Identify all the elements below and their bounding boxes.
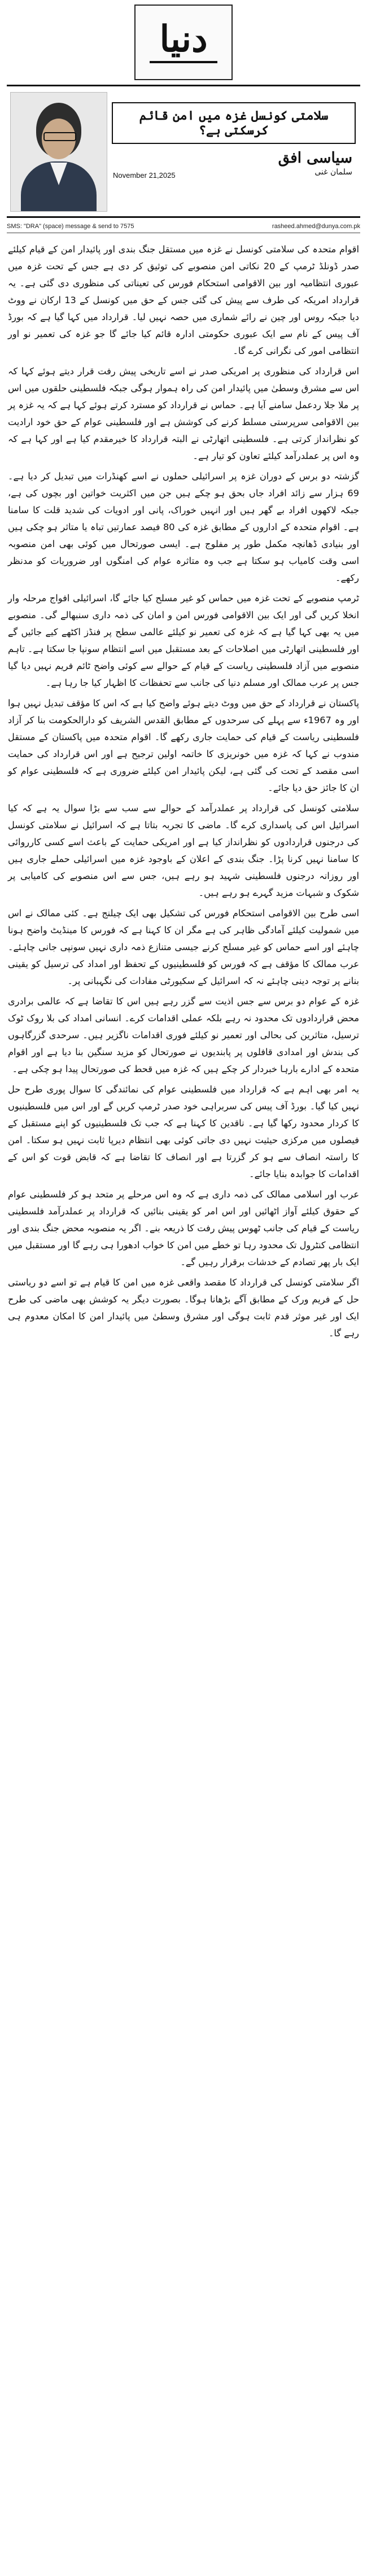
author-email: rasheed.ahmed@dunya.com.pk xyxy=(272,223,360,230)
article-body xyxy=(8,241,359,1342)
article-paragraph: اس قرارداد کی منظوری پر امریکی صدر نے اسے تاریخی پیش رفت قرار دیتے ہوئے کہا کہ اس سے مشرق وسطیٰ میں پائیدار امن کی راہ ہموار ہوگی جبکہ فلسطینی حلقوں میں اس پر ملا جلا ردعمل سامنے آیا ہے۔ حماس نے قرارداد کو مسترد کرتے ہوئے کہا ہے کہ یہ غزہ پر بین الاقوامی سرپرستی مسلط کرنے کی کوشش ہے اور فلسطینی عوام کے حق خود ارادیت کو نظرانداز کرتی ہے۔ فلسطینی اتھارٹی نے البتہ قرارداد کا خیرمقدم کیا ہے اور کہا ہے کہ وہ اس پر عملدرآمد کیلئے تعاون کو تیار ہے۔ xyxy=(8,366,359,461)
publish-date: November 21,2025 xyxy=(113,171,176,180)
article-paragraph: غزہ کے عوام دو برس سے جس اذیت سے گزر رہے ہیں اس کا تقاضا ہے کہ عالمی برادری محض قراردادوں تک محدود نہ رہے بلکہ عملی اقدامات کرے۔ انسانی امداد کی بلا روک ٹوک ترسیل، متاثرین کی بحالی اور تعمیر نو کیلئے فوری اقدامات ناگزیر ہیں۔ سرحدی گزرگاہوں کی بندش اور امدادی قافلوں پر پابندیوں نے صورتحال کو مزید سنگین بنا دیا ہے اور اقوام متحدہ کے ادارے بارہا خبردار کر چکے ہیں کہ غزہ میں قحط کی صورتحال پیدا ہو چکی ہے۔ xyxy=(8,996,359,1074)
masthead xyxy=(0,0,367,85)
article-paragraph: عرب اور اسلامی ممالک کی ذمہ داری ہے کہ وہ اس مرحلے پر متحد ہو کر فلسطینی عوام کے حقوق کیلئے آواز اٹھائیں اور اس امر کو یقینی بنائیں کہ قرارداد پر عملدرآمد فلسطینی ریاست کے قیام کی جانب ٹھوس پیش رفت کا ذریعہ بنے۔ اگر یہ منصوبہ محض جنگ بندی اور انتظامی کنٹرول تک محدود رہا تو خطے میں امن کا خواب ادھورا ہی رہے گا اور مستقبل میں ایک بار پھر تصادم کے خدشات برقرار رہیں گے۔ xyxy=(7,1189,359,1267)
column-name-label: سیاسی افق xyxy=(278,150,352,167)
sms-instructions: SMS: "DRA" (space) message & send to 7575 xyxy=(7,223,134,230)
portrait-glasses xyxy=(43,132,76,141)
logo-underline xyxy=(150,61,217,63)
column-header xyxy=(7,85,360,218)
article-paragraph: اگر سلامتی کونسل کی قرارداد کا مقصد واقعی غزہ میں امن کا قیام ہے تو اسے دو ریاستی حل کے فریم ورک کے مطابق آگے بڑھانا ہوگا۔ بصورت دیگر یہ کوشش بھی ماضی کی طرح ایک اور غیر موثر قدم ثابت ہوگی اور مشرق وسطیٰ میں پائیدار امن کا امکان معدوم ہی رہے گا۔ xyxy=(8,1277,359,1339)
article-paragraph: پاکستان نے قرارداد کے حق میں ووٹ دیتے ہوئے واضح کیا ہے کہ اس کا مؤقف تبدیل نہیں ہوا اور وہ 1967ء سے پہلے کی سرحدوں کے مطابق القدس الشریف کو دارالحکومت بنا کر آزاد فلسطینی ریاست کے قیام کی حمایت جاری رکھے گا۔ اقوام متحدہ میں پاکستان کے مستقل مندوب نے کہا کہ غزہ میں خونریزی کا خاتمہ اولین ترجیح ہے اور اس قرارداد کی حمایت اسی مقصد کے تحت کی گئی ہے، لیکن پائیدار امن کیلئے ضروری ہے کہ فلسطینی عوام کو ان کا جائز حق دیا جائے۔ xyxy=(8,698,359,793)
article-paragraph: اقوام متحدہ کی سلامتی کونسل نے غزہ میں مستقل جنگ بندی اور پائیدار امن کے قیام کیلئے صدر ڈونلڈ ٹرمپ کے 20 نکاتی امن منصوبے کی توثیق کر دی ہے جس کے تحت غزہ میں عبوری انتظامیہ اور بین الاقوامی استحکام فورس کی تعیناتی کی منظوری دی گئی ہے۔ یہ قرارداد امریکہ کی طرف سے پیش کی گئی جس کے حق میں کونسل کے 13 ارکان نے ووٹ دیا جبکہ روس اور چین نے رائے شماری میں حصہ نہیں لیا۔ قرارداد میں کہا گیا ہے کہ بورڈ آف پیس کے نام سے ایک عبوری حکومتی ادارہ قائم کیا جائے گا جو غزہ کی تعمیر نو اور انتظامی امور کی نگرانی کرے گا۔ xyxy=(8,244,359,356)
article-paragraph: گزشتہ دو برس کے دوران غزہ پر اسرائیلی حملوں نے اسے کھنڈرات میں تبدیل کر دیا ہے۔ 69 ہزار سے زائد افراد جاں بحق ہو چکے ہیں جن میں اکثریت خواتین اور بچوں کی ہے، جبکہ لاکھوں افراد بے گھر ہیں اور انہیں خوراک، پانی اور ادویات کی شدید قلت کا سامنا ہے۔ اقوام متحدہ کے اداروں کے مطابق غزہ کی 80 فیصد عمارتیں تباہ یا متاثر ہو چکی ہیں اور بنیادی ڈھانچہ مکمل طور پر مفلوج ہے۔ ایسی صورتحال میں کوئی بھی امن منصوبہ اسی وقت کامیاب ہو سکتا ہے جب وہ متاثرہ عوام کی امنگوں اور ضروریات کو مدنظر رکھے۔ xyxy=(8,471,359,583)
author-portrait xyxy=(10,92,107,212)
contact-bar xyxy=(7,220,360,233)
article-paragraph: ٹرمپ منصوبے کے تحت غزہ میں حماس کو غیر مسلح کیا جائے گا، اسرائیلی افواج مرحلہ وار انخلا کریں گی اور ایک بین الاقوامی فورس امن و امان کی ذمہ داری سنبھالے گی۔ منصوبے میں یہ بھی کہا گیا ہے کہ غزہ کی تعمیر نو کیلئے عالمی سطح پر فنڈز اکٹھے کیے جائیں گے اور فلسطینی اتھارٹی میں اصلاحات کے بعد مستقبل میں اسے انتظام سونپا جا سکتا ہے۔ تاہم منصوبے میں آزاد فلسطینی ریاست کے قیام کے حوالے سے کوئی واضح ٹائم فریم نہیں دیا گیا جس پر عرب ممالک اور مسلم دنیا کی جانب سے تحفظات کا اظہار کیا جا رہا ہے۔ xyxy=(8,593,359,688)
article-paragraph: سلامتی کونسل کی قرارداد پر عملدرآمد کے حوالے سے سب سے بڑا سوال یہ ہے کہ کیا اسرائیل اس کی پاسداری کرے گا۔ ماضی کا تجربہ بتاتا ہے کہ اسرائیل نے سلامتی کونسل کی درجنوں قراردادوں کو نظرانداز کیا ہے اور امریکی حمایت کے باعث اسے کسی کارروائی کا سامنا نہیں کرنا پڑا۔ جنگ بندی کے اعلان کے باوجود غزہ میں اسرائیلی حملے جاری ہیں اور روزانہ درجنوں فلسطینی شہید ہو رہے ہیں، جس سے اس منصوبے کی کامیابی پر شکوک و شبہات مزید گہرے ہو رہے ہیں۔ xyxy=(8,803,359,898)
article-title: سلامتی کونسل غزہ میں امن قائم کرسکتی ہے؟ xyxy=(112,102,356,144)
header-text-area xyxy=(107,86,360,216)
article-paragraph: یہ امر بھی اہم ہے کہ قرارداد میں فلسطینی عوام کی نمائندگی کا سوال پوری طرح حل نہیں کیا گیا۔ بورڈ آف پیس کی سربراہی خود صدر ٹرمپ کریں گے اور اس میں فلسطینیوں کا کردار محدود رکھا گیا ہے۔ ناقدین کا کہنا ہے کہ جب تک فلسطینیوں کو اپنے مستقبل کے فیصلوں میں مرکزی حیثیت نہیں دی جاتی کوئی بھی انتظام دیرپا ثابت نہیں ہو سکتا۔ امن کا راستہ انصاف سے ہو کر گزرتا ہے اور انصاف کا تقاضا ہے کہ قابض قوت کو اس کے اقدامات کا جوابدہ بنایا جائے۔ xyxy=(8,1084,359,1179)
newspaper-logo xyxy=(134,5,233,80)
author-name: سلمان غنی xyxy=(314,168,352,177)
article-paragraph: اسی طرح بین الاقوامی استحکام فورس کی تشکیل بھی ایک چیلنج ہے۔ کئی ممالک نے اس میں شمولیت کیلئے آمادگی ظاہر کی ہے مگر ان کا کہنا ہے کہ فورس کا مینڈیٹ واضح ہونا چاہئے اور اسے حماس کو غیر مسلح کرنے جیسی متنازع ذمہ داری نہیں سونپی جانی چاہئے۔ عرب ممالک کا مؤقف ہے کہ فورس کو فلسطینیوں کے تحفظ اور امداد کی ترسیل کو یقینی بنانے پر توجہ دینی چاہئے نہ کہ اسرائیل کے سکیورٹی مفادات کی نگہبانی پر۔ xyxy=(8,908,359,986)
column-name xyxy=(278,150,352,177)
logo-text: دنیا xyxy=(159,18,208,60)
